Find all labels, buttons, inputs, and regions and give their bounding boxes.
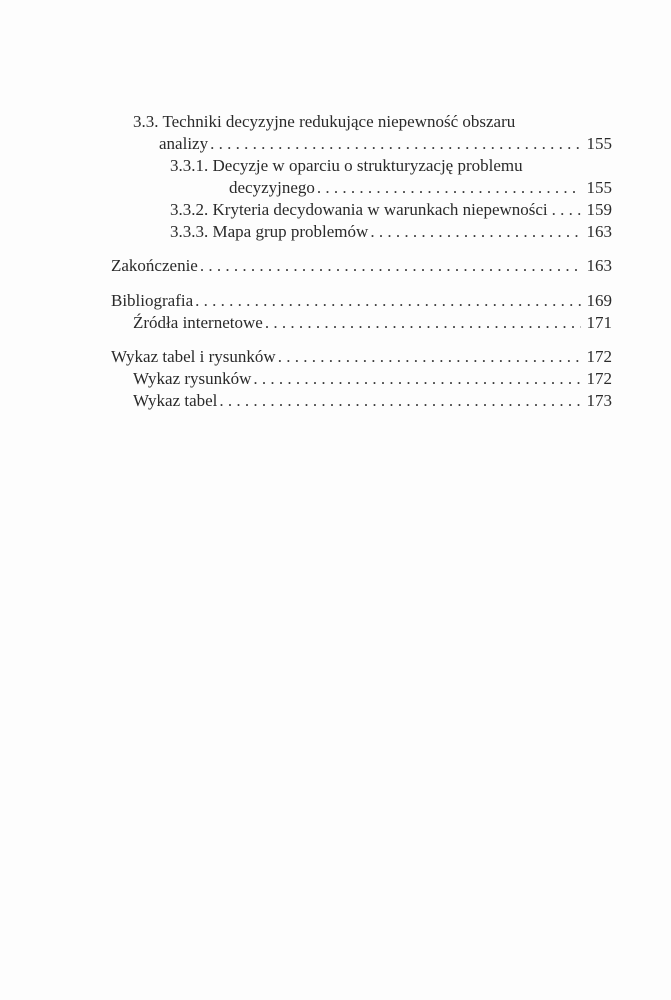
leader-dots bbox=[200, 255, 581, 277]
toc-page-number: 155 bbox=[586, 178, 612, 197]
toc-entry-wykaz-tabel[interactable] bbox=[133, 390, 612, 412]
leader-dots bbox=[370, 221, 580, 243]
toc-entry-wykaz-rysunkow[interactable] bbox=[133, 368, 612, 390]
toc-entry-label: Bibliografia bbox=[111, 291, 194, 310]
leader-dots bbox=[219, 390, 580, 412]
toc-page-number: 155 bbox=[586, 134, 612, 153]
toc-entry-label: Źródła internetowe bbox=[133, 313, 263, 332]
toc-page-number: 163 bbox=[586, 256, 612, 275]
toc-entry-3-3-2[interactable] bbox=[170, 199, 612, 221]
toc-page-number: 171 bbox=[586, 313, 612, 332]
leader-dots bbox=[265, 312, 581, 334]
toc-page-number: 173 bbox=[586, 391, 612, 410]
toc-entry-label: 3.3.3. Mapa grup problemów bbox=[170, 222, 369, 241]
toc-entry-label: Wykaz rysunków bbox=[133, 369, 252, 388]
toc-entry-3-3-3[interactable] bbox=[170, 221, 612, 243]
leader-dots bbox=[195, 290, 580, 312]
leader-dots bbox=[278, 346, 581, 368]
toc-page-number: 172 bbox=[586, 369, 612, 388]
leader-dots bbox=[317, 177, 581, 199]
toc-entry-label: 3.3.2. Kryteria decydowania w warunkach niepewności bbox=[170, 200, 548, 219]
toc-entry-3-3[interactable] bbox=[159, 133, 612, 155]
toc-entry-label: Wykaz tabel bbox=[133, 391, 218, 410]
leader-dots bbox=[552, 199, 581, 221]
toc-entry-label: analizy bbox=[159, 134, 209, 153]
toc-entry-label: decyzyjnego bbox=[229, 178, 315, 197]
leader-dots bbox=[210, 133, 580, 155]
toc-entry-3-3-1-title: 3.3.1. Decyzje w oparciu o strukturyzację problemu bbox=[170, 156, 523, 175]
toc-entry-label: Wykaz tabel i rysunków bbox=[111, 347, 276, 366]
toc-entry-zakonczenie[interactable] bbox=[111, 255, 612, 277]
toc-entry-3-3-1[interactable] bbox=[229, 177, 612, 199]
toc-page-number: 169 bbox=[586, 291, 612, 310]
toc-entry-bibliografia[interactable] bbox=[111, 290, 612, 312]
toc-entry-label: Zakończenie bbox=[111, 256, 198, 275]
toc-page-number: 163 bbox=[586, 222, 612, 241]
toc-page-number: 159 bbox=[586, 200, 612, 219]
leader-dots bbox=[253, 368, 580, 390]
toc-page-number: 172 bbox=[586, 347, 612, 366]
toc-entry-zrodla-internetowe[interactable] bbox=[133, 312, 612, 334]
toc-entry-wykaz-tabel-i-rysunkow[interactable] bbox=[111, 346, 612, 368]
toc-entry-3-3-title: 3.3. Techniki decyzyjne redukujące niepewność obszaru bbox=[133, 112, 516, 131]
